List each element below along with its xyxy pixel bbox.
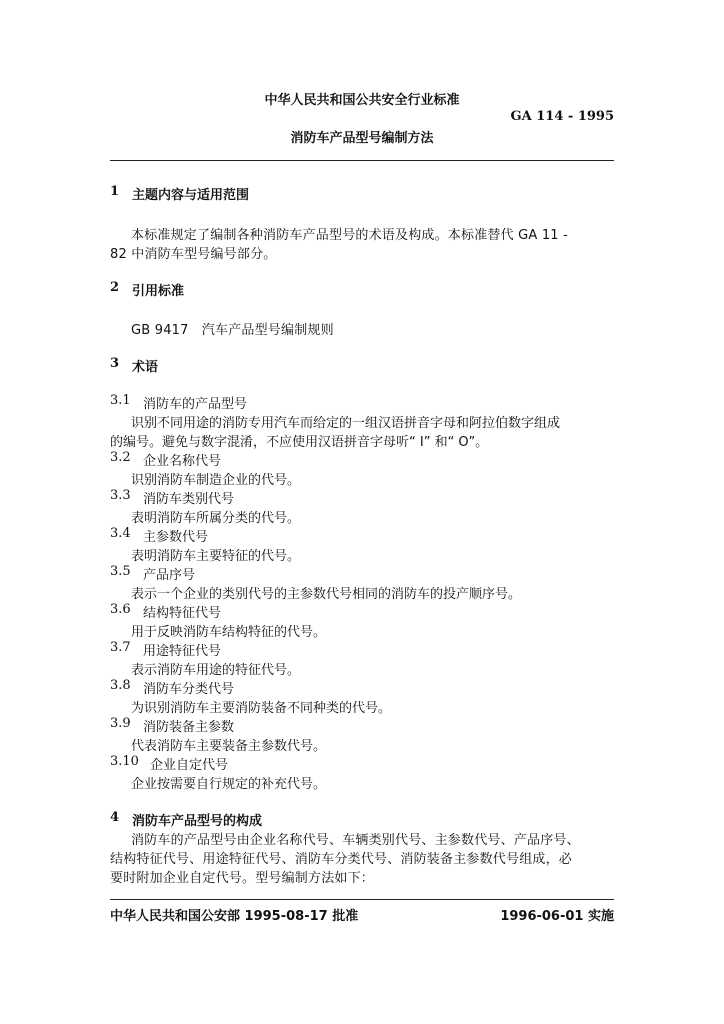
section-4-text-line3: 要时附加企业自定代号。型号编制方法如下： — [110, 871, 375, 886]
term-number: 3.7 — [110, 640, 131, 655]
term-name: 用途特征代号 — [143, 644, 222, 659]
term-name: 消防车分类代号 — [143, 682, 235, 697]
section-4-title: 消防车产品型号的构成 — [132, 814, 263, 829]
section-4-number: 4 — [110, 810, 120, 825]
term-description: 企业按需要自行规定的补充代号。 — [131, 777, 327, 792]
term-name: 消防车的产品型号 — [143, 397, 248, 412]
section-3-title: 术语 — [132, 360, 159, 375]
term-number: 3.2 — [110, 450, 131, 465]
section-1-text-line1: 本标准规定了编制各种消防车产品型号的术语及构成。本标准替代 GA 11 - — [131, 228, 568, 243]
section-2-number: 2 — [110, 280, 120, 295]
section-4-text-line2: 结构特征代号、用途特征代号、消防车分类代号、消防装备主参数代号组成，必 — [110, 852, 573, 867]
term-description: 用于反映消防车结构特征的代号。 — [131, 625, 327, 640]
term-description: 表示消防车用途的特征代号。 — [131, 663, 301, 678]
term-name: 消防车类别代号 — [143, 492, 235, 507]
term-number: 3.1 — [110, 393, 131, 408]
term-number: 3.6 — [110, 602, 131, 617]
section-3-number: 3 — [110, 356, 120, 371]
term-number: 3.5 — [110, 564, 131, 579]
term-number: 3.10 — [110, 754, 139, 769]
reference-standard: GB 9417 汽车产品型号编制规则 — [131, 323, 334, 338]
term-description: 识别消防车制造企业的代号。 — [131, 473, 301, 488]
term-number: 3.3 — [110, 488, 131, 503]
term-description: 表示一个企业的类别代号的主参数代号相同的消防车的投产顺序号。 — [131, 587, 522, 602]
document-title: 消防车产品型号编制方法 — [290, 131, 434, 146]
term-name: 结构特征代号 — [143, 606, 222, 621]
term-name: 消防装备主参数 — [143, 720, 235, 735]
issuing-agency: 中华人民共和国公共安全行业标准 — [264, 93, 460, 108]
term-description: 表明消防车主要特征的代号。 — [131, 549, 301, 564]
footer-rule — [110, 899, 614, 900]
term-name: 主参数代号 — [143, 530, 209, 545]
term-name: 产品序号 — [143, 568, 196, 583]
section-4-text-line1: 消防车的产品型号由企业名称代号、车辆类别代号、主参数代号、产品序号、 — [131, 833, 580, 848]
header-rule — [110, 160, 614, 161]
standard-code: GA 114 - 1995 — [510, 109, 614, 124]
term-name: 企业名称代号 — [143, 454, 222, 469]
term-number: 3.8 — [110, 678, 131, 693]
term-description: 代表消防车主要装备主参数代号。 — [131, 739, 327, 754]
section-1-number: 1 — [110, 184, 120, 199]
section-2-title: 引用标准 — [132, 284, 185, 299]
section-1-title: 主题内容与适用范围 — [132, 188, 250, 203]
term-number: 3.4 — [110, 526, 131, 541]
term-description: 的编号。避免与数字混淆，不应使用汉语拼音字母听“ I” 和“ O”。 — [110, 435, 489, 450]
term-name: 企业自定代号 — [150, 758, 229, 773]
term-description: 表明消防车所属分类的代号。 — [131, 511, 301, 526]
effective-date: 1996-06-01 实施 — [500, 909, 614, 924]
section-1-text-line2: 82 中消防车型号编号部分。 — [110, 247, 277, 262]
approval-line: 中华人民共和国公安部 1995-08-17 批准 — [110, 909, 359, 924]
term-description: 识别不同用途的消防专用汽车而给定的一组汉语拼音字母和阿拉伯数字组成 — [131, 416, 561, 431]
term-description: 为识别消防车主要消防装备不同种类的代号。 — [131, 701, 392, 716]
term-number: 3.9 — [110, 716, 131, 731]
